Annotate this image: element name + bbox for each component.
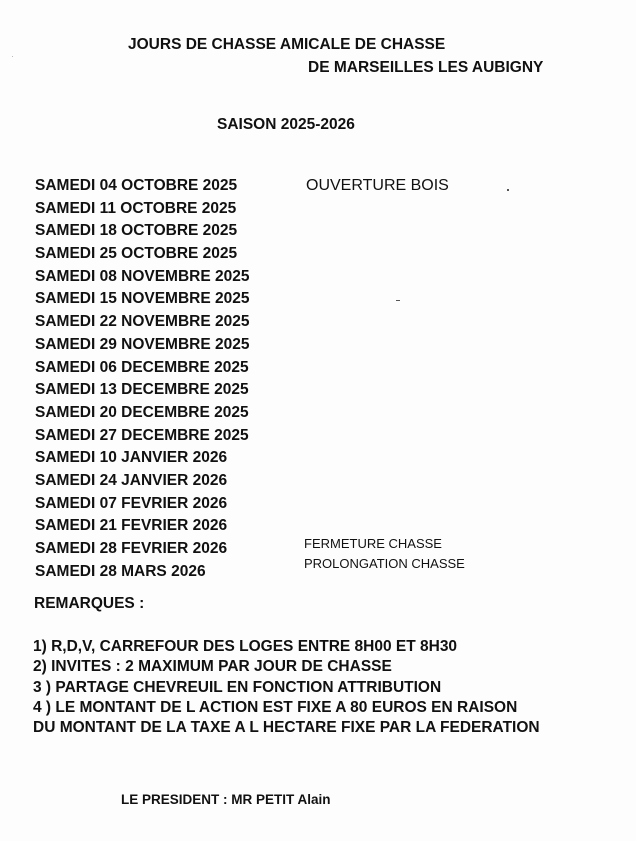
scan-speck <box>396 300 400 301</box>
title-line-2: DE MARSEILLES LES AUBIGNY <box>308 59 544 76</box>
date-item: SAMEDI 29 NOVEMBRE 2025 <box>35 335 250 353</box>
opening-note: OUVERTURE BOIS <box>306 177 449 194</box>
remark-item: 4 ) LE MONTANT DE L ACTION EST FIXE A 80 EUROS EN RAISON <box>33 698 518 716</box>
remarks-heading: REMARQUES : <box>34 595 145 612</box>
date-item: SAMEDI 15 NOVEMBRE 2025 <box>35 290 250 308</box>
season-heading: SAISON 2025-2026 <box>217 116 355 133</box>
date-item: SAMEDI 24 JANVIER 2026 <box>35 471 228 489</box>
extension-note: PROLONGATION CHASSE <box>304 556 465 571</box>
date-item: SAMEDI 06 DECEMBRE 2025 <box>35 358 249 376</box>
date-item: SAMEDI 25 OCTOBRE 2025 <box>35 245 238 263</box>
date-item: SAMEDI 11 OCTOBRE 2025 <box>35 199 237 217</box>
date-item: SAMEDI 28 MARS 2026 <box>35 562 206 580</box>
date-item: SAMEDI 22 NOVEMBRE 2025 <box>35 313 250 331</box>
date-item: SAMEDI 04 OCTOBRE 2025 <box>35 177 238 194</box>
president-signature-line: LE PRESIDENT : MR PETIT Alain <box>121 792 331 807</box>
date-item: SAMEDI 10 JANVIER 2026 <box>35 449 228 467</box>
scan-speck <box>507 189 509 191</box>
remark-item: 3 ) PARTAGE CHEVREUIL EN FONCTION ATTRIBUTION <box>33 678 442 696</box>
scan-speck <box>12 56 13 57</box>
remark-item: 2) INVITES : 2 MAXIMUM PAR JOUR DE CHASSE <box>33 658 392 676</box>
date-item: SAMEDI 07 FEVRIER 2026 <box>35 494 228 512</box>
date-item: SAMEDI 27 DECEMBRE 2025 <box>35 426 249 444</box>
closing-note: FERMETURE CHASSE <box>304 536 442 551</box>
date-item: SAMEDI 21 FEVRIER 2026 <box>35 517 228 535</box>
date-item: SAMEDI 08 NOVEMBRE 2025 <box>35 267 250 285</box>
title-line-1: JOURS DE CHASSE AMICALE DE CHASSE <box>128 36 446 53</box>
hunting-dates-list <box>35 175 250 583</box>
date-item: SAMEDI 20 DECEMBRE 2025 <box>35 403 249 421</box>
date-item: SAMEDI 28 FEVRIER 2026 <box>35 540 228 557</box>
remarks-list <box>33 637 540 738</box>
date-item: SAMEDI 18 OCTOBRE 2025 <box>35 222 238 240</box>
date-item: SAMEDI 13 DECEMBRE 2025 <box>35 381 249 399</box>
remark-item: DU MONTANT DE LA TAXE A L HECTARE FIXE PAR LA FEDERATION <box>33 719 540 737</box>
remark-item: 1) R,D,V, CARREFOUR DES LOGES ENTRE 8H00 ET 8H30 <box>33 638 458 655</box>
